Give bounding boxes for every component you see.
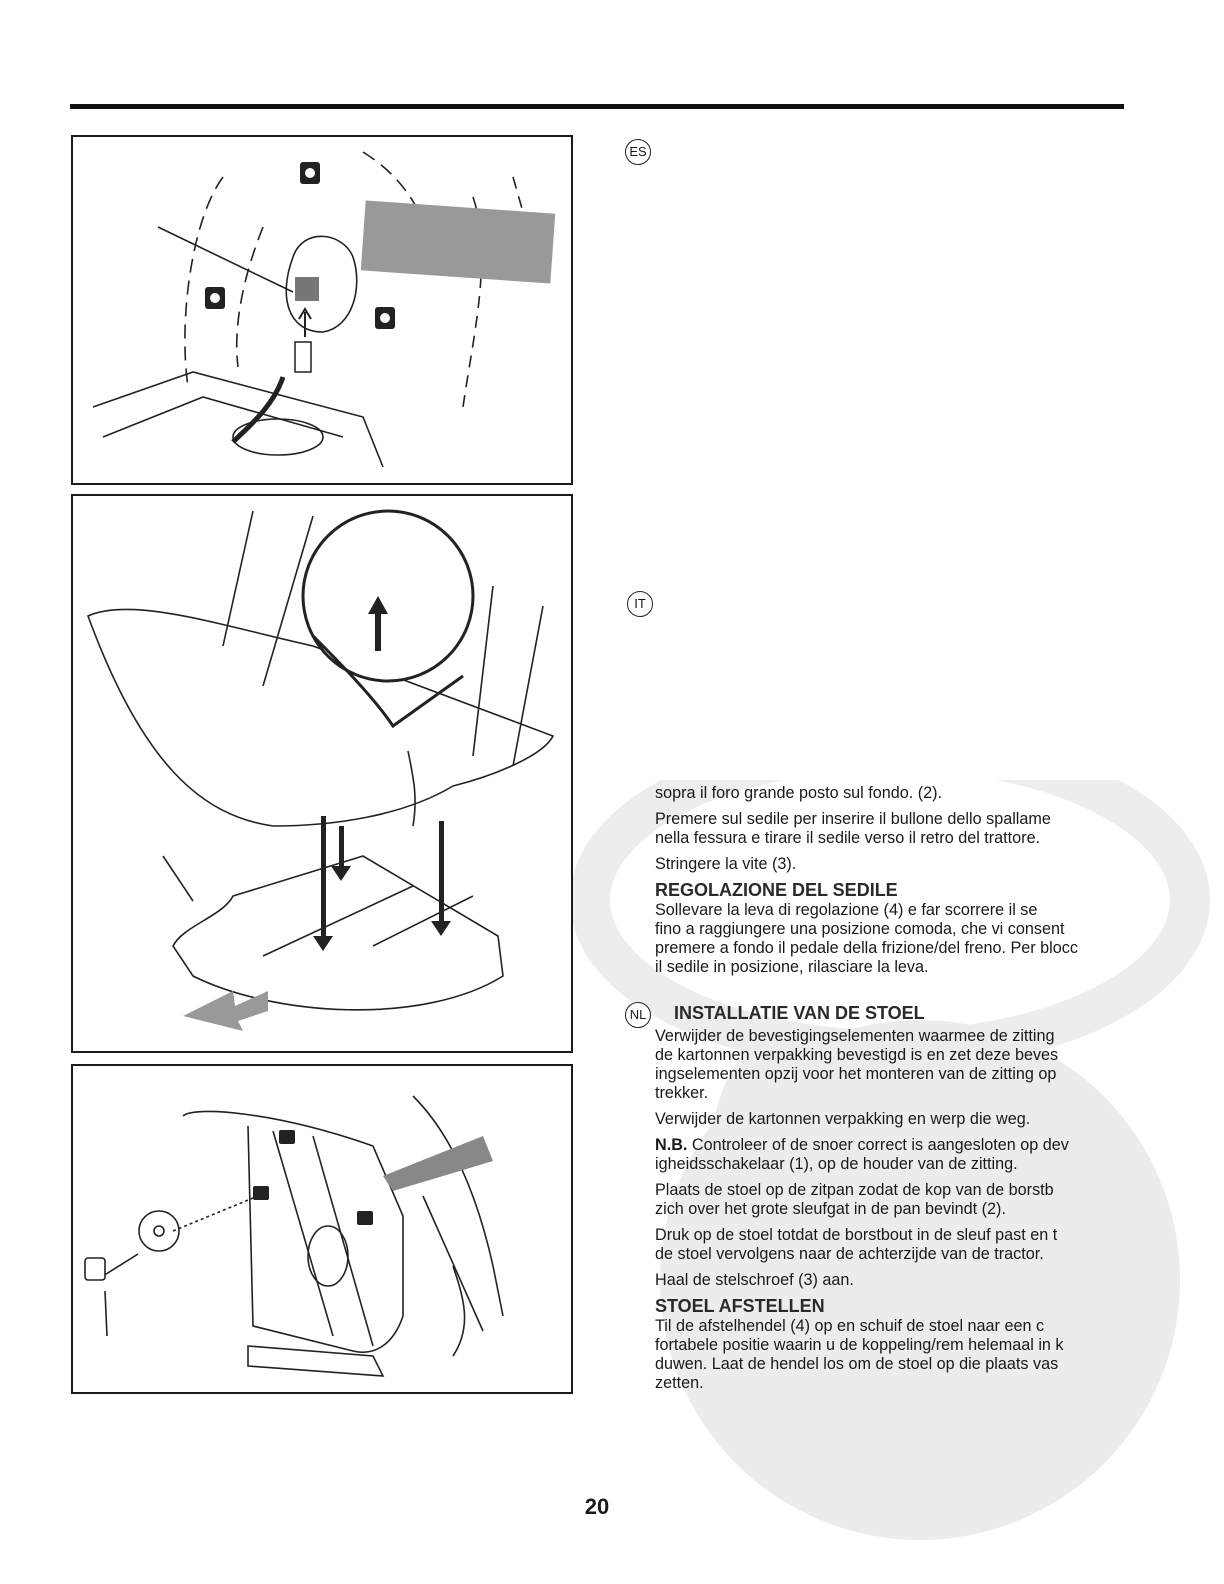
- nl-heading-seat-install: INSTALLATIE VAN DE STOEL: [674, 1004, 925, 1023]
- text-line: de kartonnen verpakking bevestigd is en zet deze beves: [655, 1046, 1059, 1064]
- text-line: Verwijder de bevestigingselementen waarmee de zitting: [655, 1027, 1055, 1045]
- language-badge-nl: NL: [625, 1002, 651, 1028]
- language-badge-es: ES: [625, 139, 651, 165]
- it-paragraph: [655, 810, 1100, 848]
- nl-paragraph: Verwijder de kartonnen verpakking en werp die weg.: [655, 1110, 1031, 1128]
- dutch-section: [655, 1004, 1100, 1400]
- figure-seat-install: [71, 494, 573, 1053]
- text-line: nella fessura e tirare il sedile verso il retro del trattore.: [655, 829, 1041, 847]
- note-label: N.B.: [655, 1136, 688, 1154]
- nl-note: [655, 1136, 1100, 1174]
- nl-paragraph: [655, 1317, 1100, 1393]
- it-heading-seat-adjustment: REGOLAZIONE DEL SEDILE: [655, 880, 898, 900]
- nl-paragraph: [655, 1181, 1100, 1219]
- it-paragraph: sopra il foro grande posto sul fondo. (2).: [655, 784, 943, 802]
- text-line: Til de afstelhendel (4) op en schuif de stoel naar een c: [655, 1317, 1045, 1335]
- text-line: Premere sul sedile per inserire il bullone dello spallame: [655, 810, 1051, 828]
- text-line: zich over het grote sleufgat in de pan bevindt (2).: [655, 1200, 1006, 1218]
- text-line: Controleer of de snoer correct is aangesloten op dev: [687, 1136, 1069, 1154]
- text-line: il sedile in posizione, rilasciare la leva.: [655, 958, 929, 976]
- language-badge-it: IT: [627, 591, 653, 617]
- text-line: premere a fondo il pedale della frizione/del freno. Per blocc: [655, 939, 1078, 957]
- figure-seat-switch: [71, 135, 573, 485]
- page-number: 20: [584, 1494, 610, 1519]
- text-line: de stoel vervolgens naar de achterzijde van de tractor.: [655, 1245, 1044, 1263]
- it-paragraph: Stringere la vite (3).: [655, 855, 797, 873]
- seat-install-illustration: [73, 496, 571, 1051]
- text-line: Sollevare la leva di regolazione (4) e far scorrere il se: [655, 901, 1038, 919]
- text-line: igheidsschakelaar (1), op de houder van de zitting.: [655, 1155, 1018, 1173]
- text-line: fortabele positie waarin u de koppeling/rem helemaal in k: [655, 1336, 1064, 1354]
- nl-paragraph: Haal de stelschroef (3) aan.: [655, 1271, 854, 1289]
- seat-bolt-illustration: [73, 1066, 571, 1392]
- text-line: fino a raggiungere una posizione comoda, che vi consent: [655, 920, 1065, 938]
- nl-paragraph: [655, 1027, 1100, 1103]
- text-line: Druk op de stoel totdat de borstbout in de sleuf past en t: [655, 1226, 1058, 1244]
- top-rule: [70, 104, 1124, 109]
- text-line: ingselementen opzij voor het monteren van de zitting op: [655, 1065, 1057, 1083]
- text-line: zetten.: [655, 1374, 704, 1392]
- figure-seat-bolt: [71, 1064, 573, 1394]
- seat-switch-illustration: [73, 137, 571, 483]
- text-line: duwen. Laat de hendel los om de stoel op die plaats vas: [655, 1355, 1059, 1373]
- nl-heading-seat-adjustment: STOEL AFSTELLEN: [655, 1296, 825, 1316]
- italian-section: [655, 784, 1100, 984]
- nl-paragraph: [655, 1226, 1100, 1264]
- it-paragraph: [655, 901, 1100, 977]
- text-line: Plaats de stoel op de zitpan zodat de kop van de borstb: [655, 1181, 1054, 1199]
- text-line: trekker.: [655, 1084, 709, 1102]
